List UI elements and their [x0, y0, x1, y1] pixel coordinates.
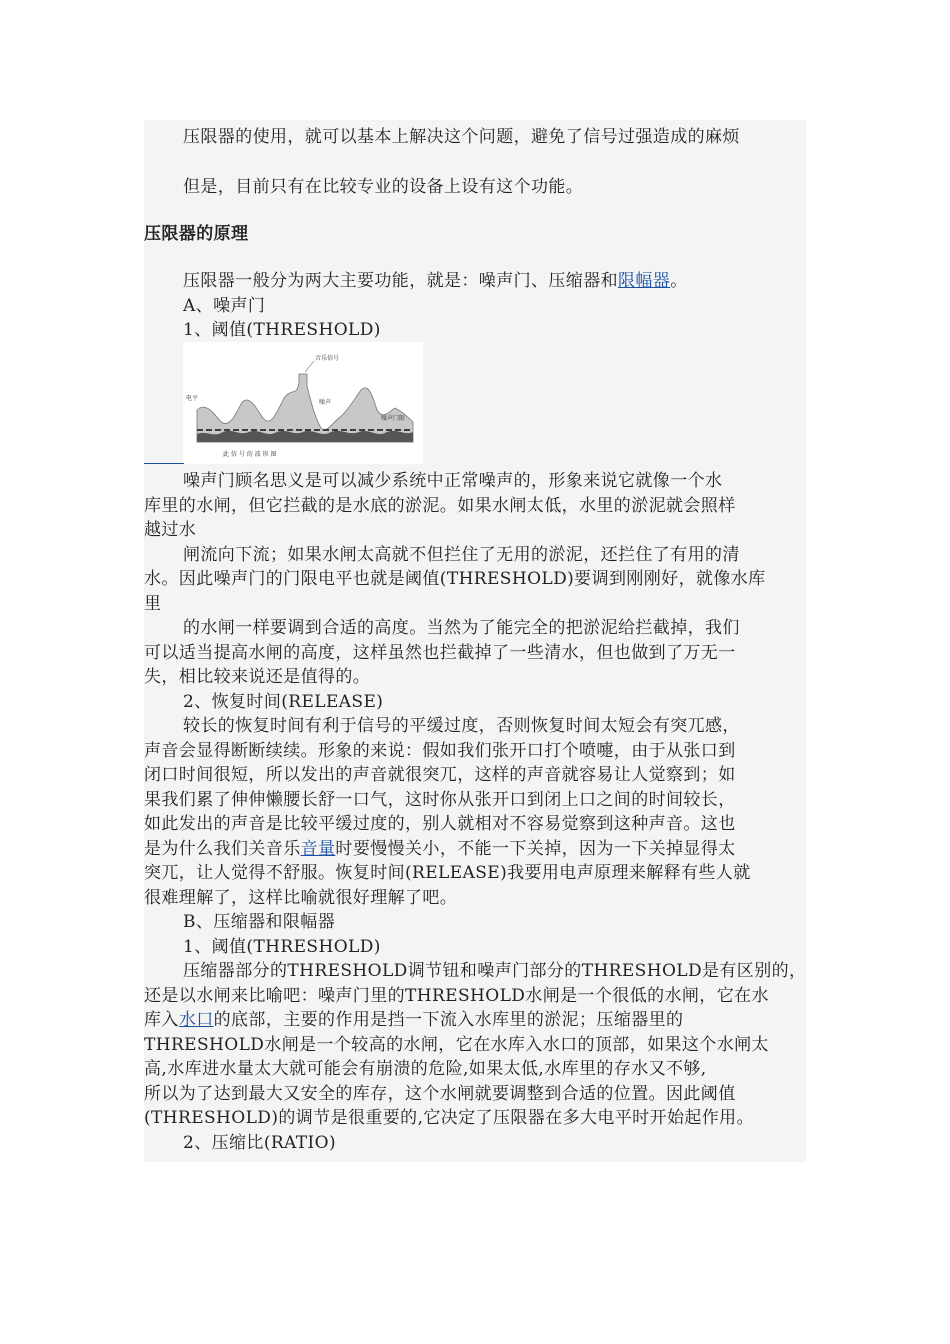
text: 的底部，主要的作用是挡一下流入水库里的淤泥；压缩器里的	[213, 1010, 684, 1030]
paragraph-line	[144, 837, 806, 861]
water-inlet-link[interactable]: 水口	[178, 1010, 214, 1030]
paragraph-line: 闭口时间很短，所以发出的声音就很突兀，这样的声音就容易让人觉察到；如	[144, 765, 736, 785]
paragraph-line: 所以为了达到最大又安全的库存，这个水闸就要调整到合适的位置。因此阈值	[144, 1084, 736, 1104]
subsection-title: A、噪声门	[183, 296, 266, 316]
paragraph-line: 失，相比较来说还是值得的。	[144, 667, 371, 687]
section-heading: 压限器的原理	[144, 224, 249, 244]
paragraph-line: 如此发出的声音是比较平缓过度的，别人就相对不容易觉察到这种声音。这也	[144, 814, 736, 834]
paragraph-line: 库里的水闸，但它拦截的是水底的淤泥。如果水闸太低，水里的淤泥就会照样	[144, 496, 736, 516]
paragraph-line: 但是，目前只有在比较专业的设备上设有这个功能。	[183, 177, 584, 197]
subsection-title: B、压缩器和限幅器	[183, 912, 336, 932]
paragraph-line: 很难理解了，这样比喻就很好理解了吧。	[144, 888, 458, 908]
text: 时要慢慢关小，不能一下关掉，因为一下关掉显得太	[335, 839, 736, 859]
paragraph-line: 突兀，让人觉得不舒服。恢复时间(RELEASE)我要用电声原理来解释有些人就	[144, 863, 751, 883]
leader-line	[305, 361, 314, 372]
limiter-link[interactable]: 限幅器	[618, 271, 671, 291]
label-noise: 噪声	[319, 399, 332, 406]
text: 压限器一般分为两大主要功能，就是：噪声门、压缩器和	[183, 271, 618, 291]
label-axis-y: 电平	[186, 395, 199, 402]
paragraph-line: 还是以水闸来比喻吧：噪声门里的THRESHOLD水闸是一个很低的水闸，它在水	[144, 986, 769, 1006]
paragraph-line: 的水闸一样要调到合适的高度。当然为了能完全的把淤泥给拦截掉，我们	[183, 618, 740, 638]
paragraph-line: 越过水	[144, 520, 197, 540]
paragraph-line: 噪声门顾名思义是可以减少系统中正常噪声的，形象来说它就像一个水	[183, 471, 723, 491]
noise-gate-diagram	[183, 342, 423, 464]
text: 。	[670, 271, 688, 291]
paragraph-line	[183, 269, 845, 293]
item-title: 2、压缩比(RATIO)	[183, 1133, 337, 1153]
paragraph-line: 压限器的使用，就可以基本上解决这个问题，避免了信号过强造成的麻烦	[183, 127, 740, 147]
item-title: 1、阈值(THRESHOLD)	[183, 937, 381, 957]
text: 是为什么我们关音乐	[144, 839, 301, 859]
label-gate: 噪声门限	[381, 415, 406, 422]
paragraph-line: 声音会显得断断续续。形象的来说：假如我们张开口打个喷嚏，由于从张口到	[144, 741, 736, 761]
text: 库入	[144, 1010, 179, 1030]
paragraph-line: 水。因此噪声门的门限电平也就是阈值(THRESHOLD)要调到刚刚好，就像水库	[144, 569, 766, 589]
label-music: 音乐信号	[315, 355, 340, 362]
paragraph-line: (THRESHOLD)的调节是很重要的,它决定了压限器在多大电平时开始起作用。	[144, 1108, 754, 1128]
item-title: 2、恢复时间(RELEASE)	[183, 692, 384, 712]
paragraph-line: 果我们累了伸伸懒腰长舒一口气，这时你从张开口到闭上口之间的时间较长，	[144, 790, 736, 810]
paragraph-line: 压缩器部分的THRESHOLD调节钮和噪声门部分的THRESHOLD是有区别的，	[183, 961, 807, 981]
volume-link[interactable]: 音量	[300, 839, 336, 859]
paragraph-line: 可以适当提高水闸的高度，这样虽然也拦截掉了一些清水，但也做到了万无一	[144, 643, 736, 663]
paragraph-line: 较长的恢复时间有利于信号的平缓过度，否则恢复时间太短会有突兀感，	[183, 716, 740, 736]
paragraph-line: 高,水库进水量太大就可能会有崩溃的危险,如果太低,水库里的存水又不够,	[144, 1059, 707, 1079]
paragraph-line: THRESHOLD水闸是一个较高的水闸，它在水库入水口的顶部，如果这个水闸太	[144, 1035, 769, 1055]
item-title: 1、阈值(THRESHOLD)	[183, 320, 381, 340]
figure-link-underline	[144, 463, 184, 464]
noise-gate-figure	[183, 342, 423, 464]
paragraph-line: 里	[144, 594, 162, 614]
paragraph-line	[144, 1008, 806, 1032]
label-axis-x: 此 信 号 的 波 形 图	[223, 451, 277, 458]
paragraph-line: 闸流向下流；如果水闸太高就不但拦住了无用的淤泥，还拦住了有用的清	[183, 545, 740, 565]
